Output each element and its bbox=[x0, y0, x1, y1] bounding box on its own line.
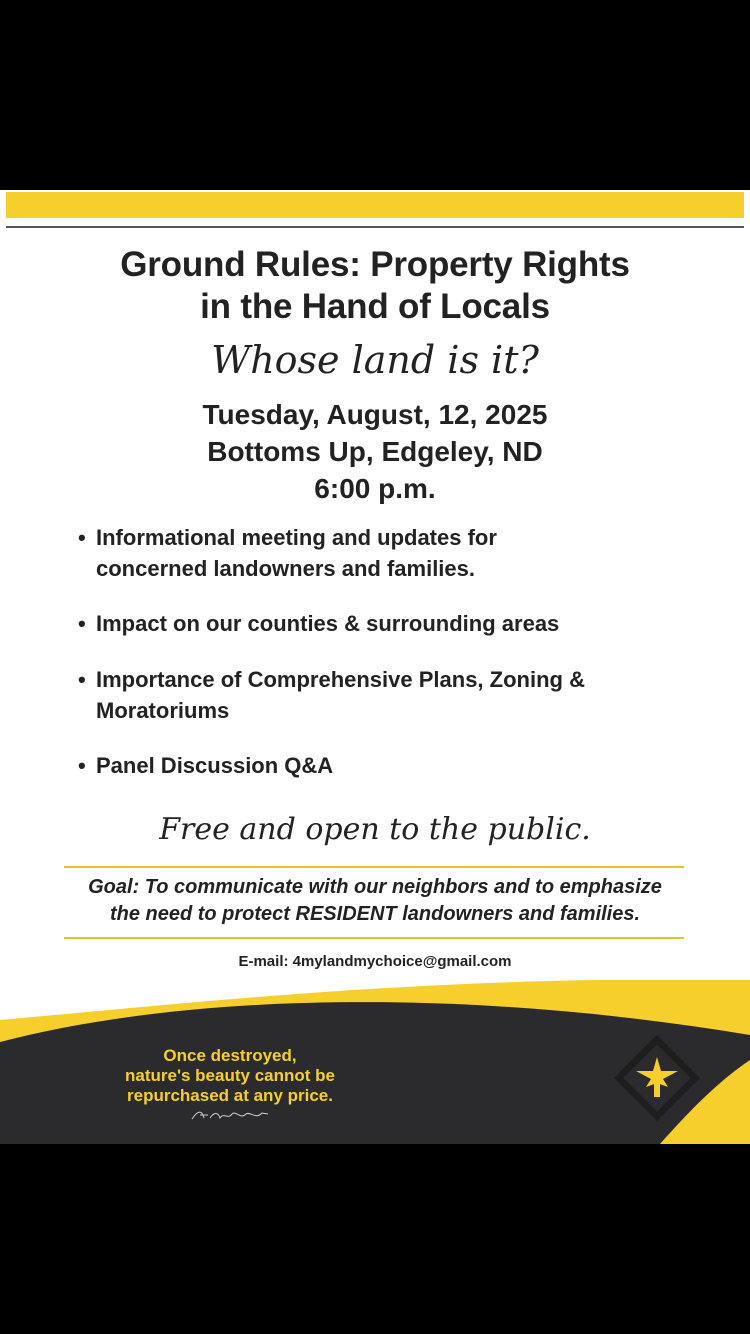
agenda-item-line: Moratoriums bbox=[96, 698, 230, 723]
goal-line-2: the need to protect RESIDENT landowners and families. bbox=[109, 903, 641, 925]
quote-line-2: nature's beauty cannot be bbox=[125, 1066, 335, 1085]
goal-line-1: Goal: To communicate with our neighbors and to emphasize bbox=[88, 876, 662, 898]
event-date: Tuesday, August, 12, 2025 bbox=[202, 399, 548, 430]
agenda-item bbox=[78, 608, 716, 639]
diamond-bird-logo-icon bbox=[612, 1033, 702, 1123]
title-line-2: in the Hand of Locals bbox=[200, 287, 550, 326]
agenda-item bbox=[78, 664, 716, 726]
agenda-item bbox=[78, 522, 716, 584]
bullet-icon: • bbox=[78, 667, 86, 692]
event-info bbox=[0, 396, 750, 507]
quote-line-3: repurchased at any price. bbox=[127, 1086, 333, 1105]
goal-top-divider bbox=[64, 866, 684, 868]
agenda-item-line: Importance of Comprehensive Plans, Zoning & bbox=[96, 667, 585, 692]
agenda-item bbox=[78, 750, 716, 781]
goal-statement bbox=[0, 874, 750, 928]
top-yellow-bar bbox=[6, 192, 744, 218]
agenda-item-line: Impact on our counties & surrounding areas bbox=[96, 611, 560, 636]
bullet-icon: • bbox=[78, 611, 86, 636]
quote-signature-icon bbox=[190, 1108, 270, 1122]
event-time: 6:00 p.m. bbox=[314, 473, 436, 504]
agenda-item-line: concerned landowners and families. bbox=[96, 556, 475, 581]
footer-quote bbox=[80, 1046, 380, 1106]
quote-line-1: Once destroyed, bbox=[163, 1046, 297, 1065]
flyer bbox=[0, 190, 750, 1144]
goal-bottom-divider bbox=[64, 937, 684, 939]
event-location: Bottoms Up, Edgeley, ND bbox=[207, 436, 543, 467]
tagline: Whose land is it? bbox=[211, 338, 539, 382]
agenda-item-line: Informational meeting and updates for bbox=[96, 525, 497, 550]
flyer-title bbox=[0, 244, 750, 328]
bullet-icon: • bbox=[78, 753, 86, 778]
top-divider bbox=[6, 226, 744, 228]
agenda-item-line: Panel Discussion Q&A bbox=[96, 753, 334, 778]
title-line-1: Ground Rules: Property Rights bbox=[120, 245, 630, 284]
free-admission-text: Free and open to the public. bbox=[159, 812, 591, 847]
contact-email: E-mail: 4mylandmychoice@gmail.com bbox=[238, 953, 512, 970]
bullet-icon: • bbox=[78, 525, 86, 550]
